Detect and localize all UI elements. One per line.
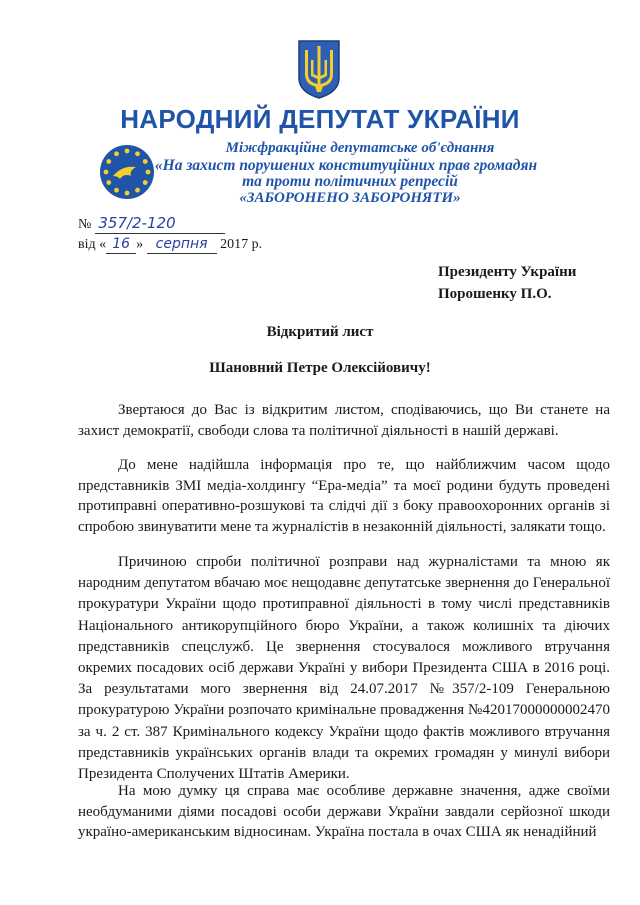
faction-slogan: «ЗАБОРОНЕНО ЗАБОРОНЯТИ» — [239, 190, 461, 206]
letter-paragraph: Звертаюся до Вас із відкритим листом, сподіваючись, що Ви станете на захист демократії, свободи слова та політичної діяльності в нашій державі. — [78, 402, 610, 439]
page-title: НАРОДНИЙ ДЕПУТАТ УКРАЇНИ — [120, 104, 520, 134]
trident-coat-of-arms-icon — [296, 38, 342, 100]
number-value: 357/2-120 — [98, 214, 176, 232]
letter-paragraph: До мене надійшла інформація про те, що найближчим часом щодо представників ЗМІ медіа-холдингу “Ера-медіа” та моєї родини будуть проведені протиправні оперативно-розшукові та слідчі дії з боку правоохоронних органів зі спробою звинуватити мене та журналістів в незаконній діяльності, залякати тощо. — [78, 457, 610, 535]
faction-name-line: та проти політичних репресій — [242, 173, 458, 190]
registration-number — [78, 214, 225, 234]
date-year: 2017 р. — [220, 237, 263, 252]
date-prefix: від « — [78, 237, 107, 252]
number-prefix: № — [78, 217, 92, 232]
registration-date — [78, 236, 262, 254]
letter-paragraph: Причиною спроби політичної розправи над журналістами та мною як народним депутатом вбачаю моє нещодавнє депутатське звернення до Генеральної прокуратури України щодо протиправної діяльності в тому числі представників Національного антикорупційного бюро України, а також колишніх та діючих представників спецслужб. Це звернення стосувалося можливого втручання окремих посадових осіб держави Україні у вибори Президента США в 2016 році. За результатами мого звернення від 24.07.2017 №357/2-109 Генеральною прокуратурою України розпочато кримінальне провадження №42017000000002470 за ч. 2 ст. 387 Кримінального кодексу України щодо фактів можливого втручання представників українських органів влади та окремих громадян у минулі вибори Президента Сполучених Штатів Америки. — [78, 554, 610, 783]
faction-name-line: Міжфракційне депутатське об'єднання — [225, 140, 495, 156]
addressee-title: Президенту України — [438, 264, 577, 280]
faction-name-line: «На захист порушених конституційних прав громадян — [154, 157, 538, 174]
letter-title: Відкритий лист — [266, 324, 374, 340]
date-day-close: » — [136, 237, 144, 252]
letter-paragraph: На мою думку ця справа має особливе державне значення, адже своїми необдуманими діями посадові особи держави України завдали серйозної шкоди україно-американським відносинам. Україна постала в очах США як ненадійний — [78, 783, 610, 841]
date-month: серпня — [155, 236, 208, 252]
date-day: 16 — [112, 236, 131, 252]
addressee-name: Порошенку П.О. — [438, 286, 552, 302]
letter-salutation: Шановний Петре Олексійовичу! — [209, 360, 431, 376]
